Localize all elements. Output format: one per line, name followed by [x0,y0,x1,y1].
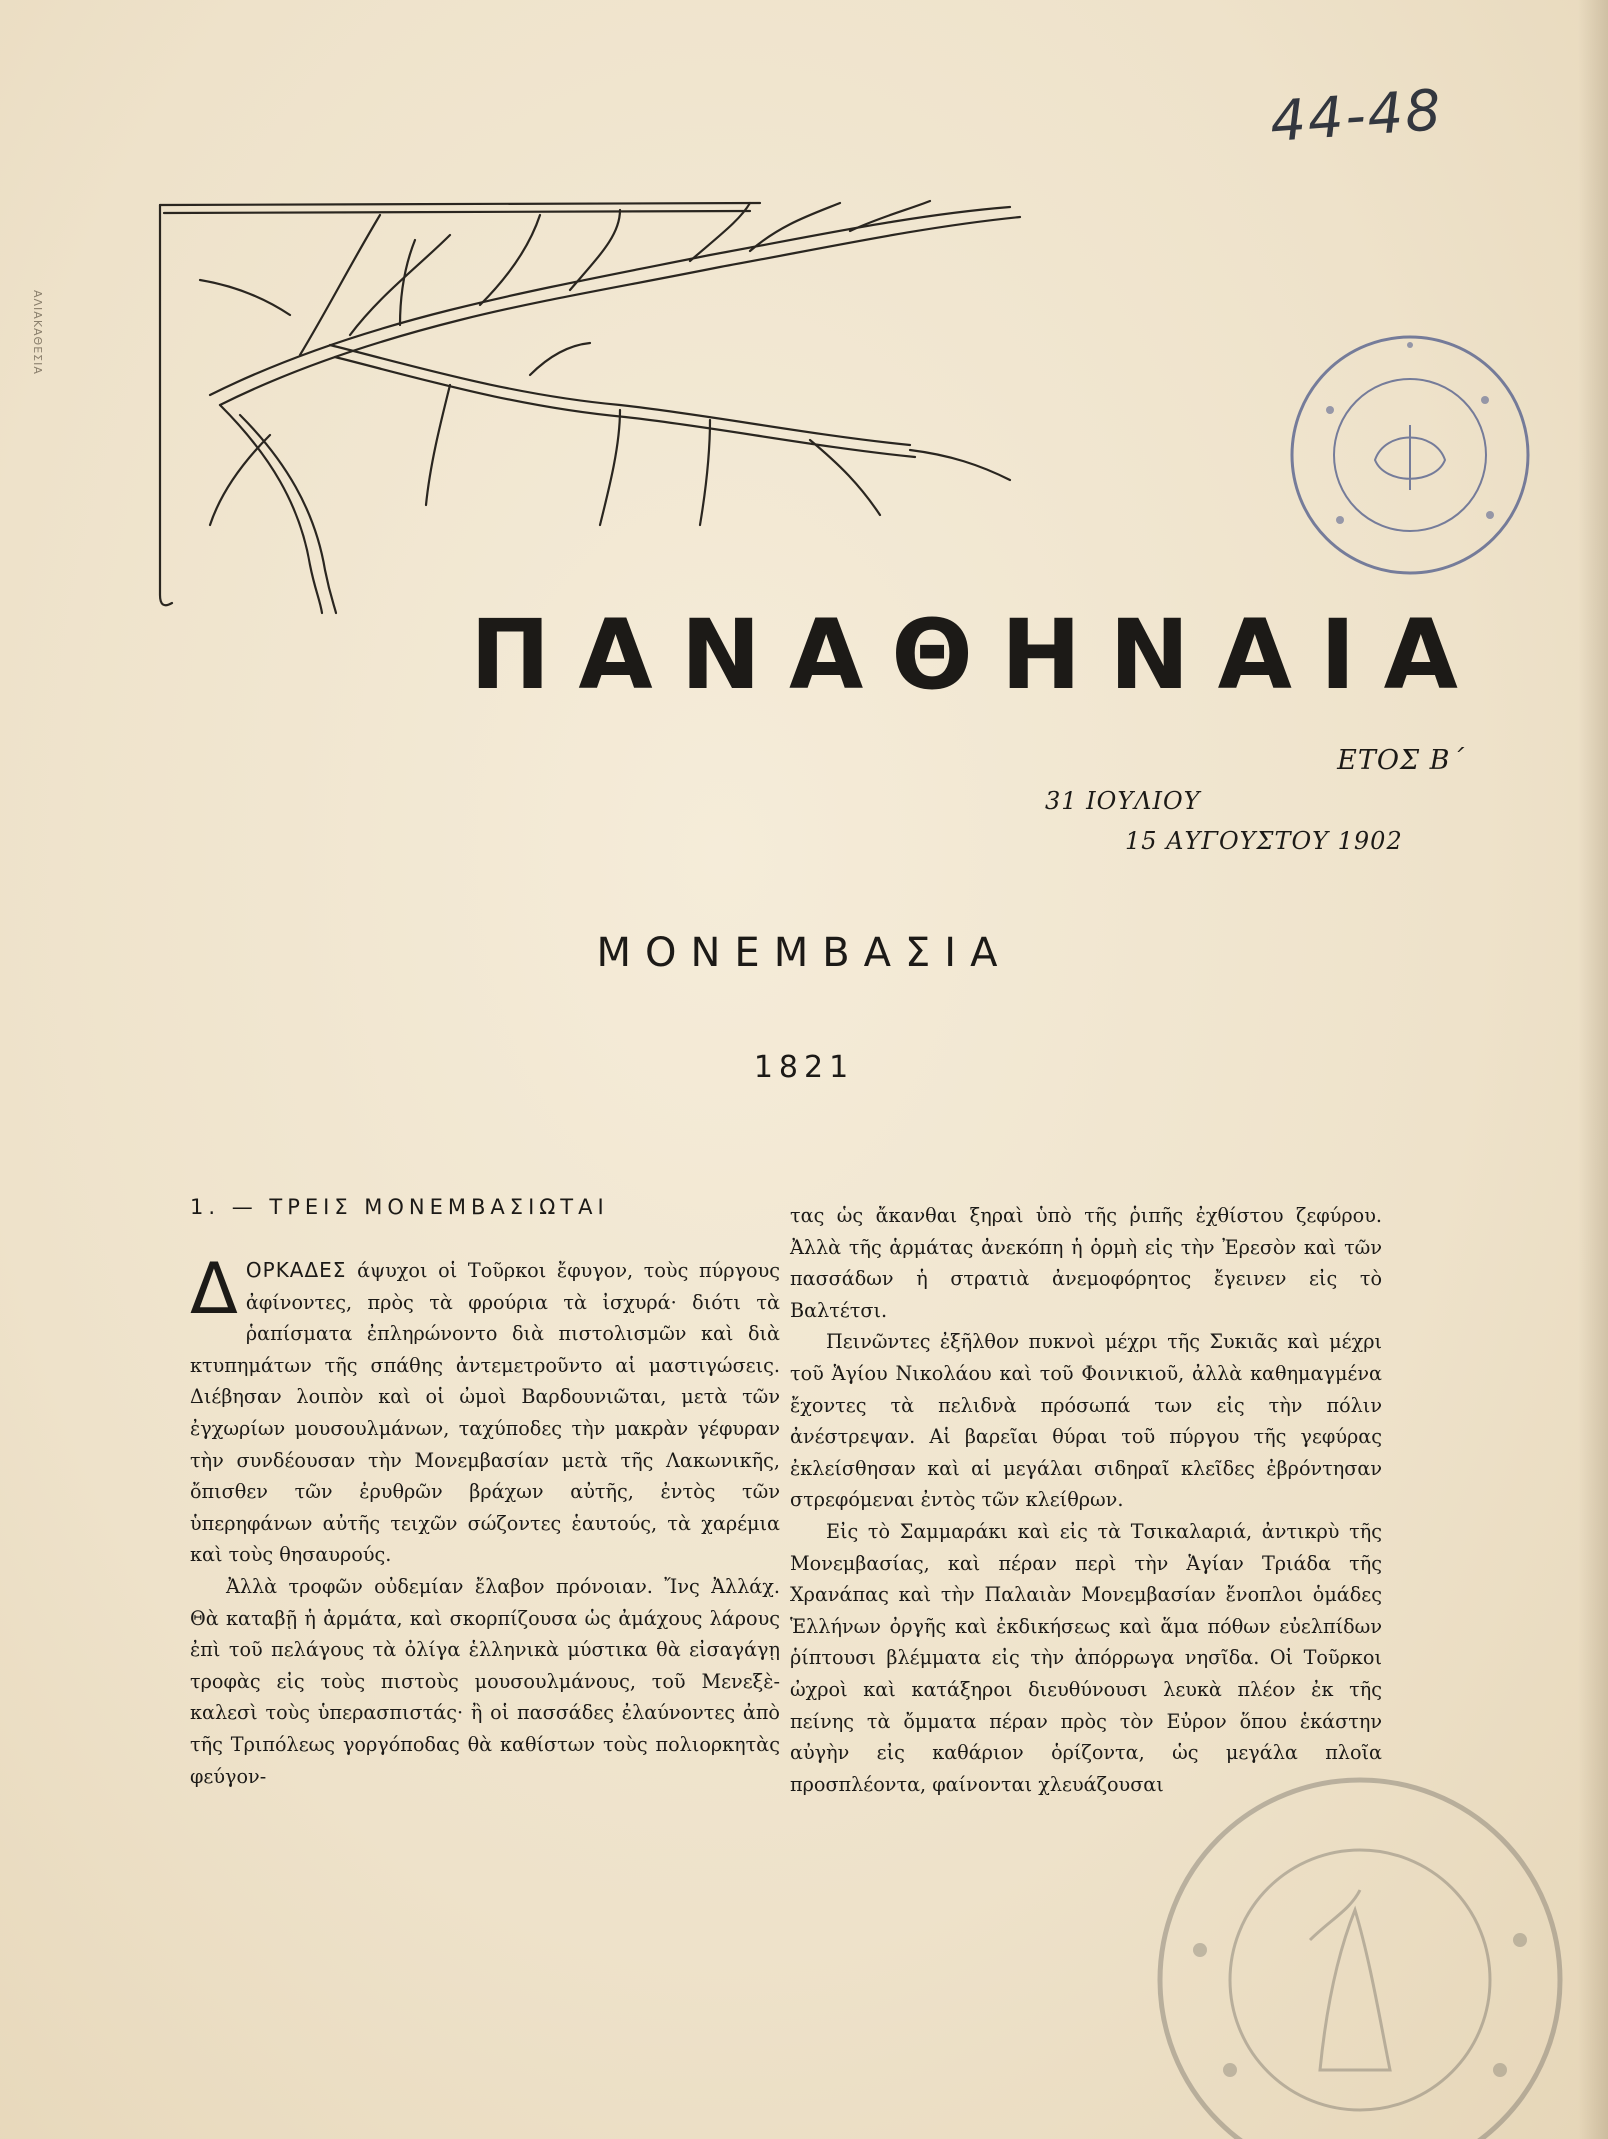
issue-date-line2: 15 ΑΥΓΟΥΣΤΟΥ 1902 [1125,827,1403,855]
left-column [190,1248,780,1792]
section-heading: 1. — ΤΡΕΙΣ ΜΟΝΕΜΒΑΣΙΩΤΑΙ [190,1195,609,1219]
right-paragraph-1: τας ὡς ἄκανθαι ξηραὶ ὑπὸ τῆς ῥιπῆς ἐχθίστου ζεφύρου. Ἀλλὰ τῆς ἁρμάτας ἀνεκόπη ἡ ὁρμὴ εἰς τὴν Ἐρεσὸν καὶ τῶν πασσάδων ἡ στρατιὰ ἀνεμοφόρητος ἔγεινεν εἰς τὸ Βαλτέτσι. [790,1204,1382,1322]
right-paragraph-2: Πεινῶντες ἐξῆλθον πυκνοὶ μέχρι τῆς Συκιᾶς καὶ μέχρι τοῦ Ἁγίου Νικολάου καὶ τοῦ Φοινικιοῦ, ἀλλὰ καθημαγμένα ἔχοντες τὰ πελιδνὰ πρόσωπά των εἰς τὴν πόλιν ἀνέστρεψαν. Αἱ βαρεῖαι θύραι τοῦ πύργου τῆς γεφύρας ἐκλείσθησαν καὶ αἱ μεγάλαι σιδηραῖ κλεῖδες ἐβρόντησαν στρεφόμεναι ἐντὸς τῶν κλείθρων. [790,1330,1382,1512]
handwritten-page-range: 44-48 [1268,78,1445,155]
branch-illustration [150,195,1190,615]
spine-text: ΑΛΙΑΚΑΘΕΣΙΑ [31,290,44,375]
magazine-masthead: ΠΑΝΑΘΗΝΑΙΑ [470,599,1486,711]
article-title: ΜΟΝΕΜΒΑΣΙΑ [596,930,1012,976]
left-paragraph-2: Ἀλλὰ τροφῶν οὐδεμίαν ἔλαβον πρόνοιαν. Ἴνς Ἀλλάχ. Θὰ καταβῇ ἡ ἁρμάτα, καὶ σκορπίζουσα ὡς ἀμάχους λάρους ἐπὶ τοῦ πελάγους τὰ ὀλίγα ἑλληνικὰ μύστικα θὰ εἰσαγάγῃ τροφὰς εἰς τοὺς πιστοὺς μουσουλμάνους, τοῦ Μενεξὲ-καλεσὶ τοὺς ὑπερασπιστάς· ἢ οἱ πασσάδες ἐλαύνοντες ἀπὸ τῆς Τριπόλεως γοργόποδας θὰ καθίστων τοὺς πολιορκητὰς φεύγον- [190,1574,780,1788]
article-year: 1821 [753,1050,855,1085]
issue-date-line1: 31 ΙΟΥΛΙΟΥ [1045,787,1201,815]
left-paragraph-1 [190,1248,780,1571]
right-paragraph-3: Εἰς τὸ Σαμμαράκι καὶ εἰς τὰ Τσικαλαριά, ἀντικρὺ τῆς Μονεμβασίας, καὶ πέραν περὶ τὴν Ἁγίαν Τριάδα τῆς Χρανάπας καὶ τὴν Παλαιὰν Μονεμβασίαν ἔνοπλοι ὁμάδες Ἑλλήνων ὀργῆς καὶ ἐκδικήσεως καὶ ἅμα πόθων εὐελπίδων ῥίπτουσι βλέμματα εἰς τὴν ἀπόρρωγα νησῖδα. Οἱ Τοῦρκοι ὠχροὶ καὶ κατάξηροι διευθύνουσι λευκὰ πλέον ἐκ τῆς πείνης τὰ ὄμματα πέραν πρὸς τὸν Εὐρον ὅπου ἑκάστην αὐγὴν εἰς καθάριον ὁρίζοντα, ὡς μεγάλα πλοῖα προσπλέοντα, φαίνονται χλευάζουσαι [790,1519,1382,1796]
library-stamp-top [1280,320,1540,590]
issue-year: ΕΤΟΣ Β΄ [1337,745,1465,776]
drop-cap: Δ [190,1248,238,1330]
left-paragraph-1-text: άψυχοι οἱ Τοῦρκοι ἔφυγον, τοὺς πύργους ἀφίνοντες, πρὸς τὰ φρούρια τὰ ἰσχυρά· διότι τὰ ῥαπίσματα ἐπληρώνοντο διὰ πιστολισμῶν καὶ διὰ κτυπημάτων τῆς σπάθης ἀντεμετροῦντο αἱ μαστιγώσεις. Διέβησαν λοιπὸν καὶ οἱ ὠμοὶ Βαρδουνιῶται, μετὰ τῶν ἐγχωρίων μουσουλμάνων, ταχύποδες τὴν μακρὰν γέφυραν τὴν συνδέουσαν τὴν Μονεμβασίαν μετὰ τῆς Λακωνικῆς, ὄπισθεν τῶν ἐρυθρῶν βράχων αὐτῆς, ἐντὸς τῶν ὑπερηφάνων αὐτῆς τειχῶν σώζοντες ἑαυτούς, τὰ χαρέμια καὶ τοὺς θησαυρούς. [190,1259,780,1567]
right-column [790,1200,1382,1800]
lead-word: ΟΡΚΑΔΕΣ [245,1258,347,1282]
